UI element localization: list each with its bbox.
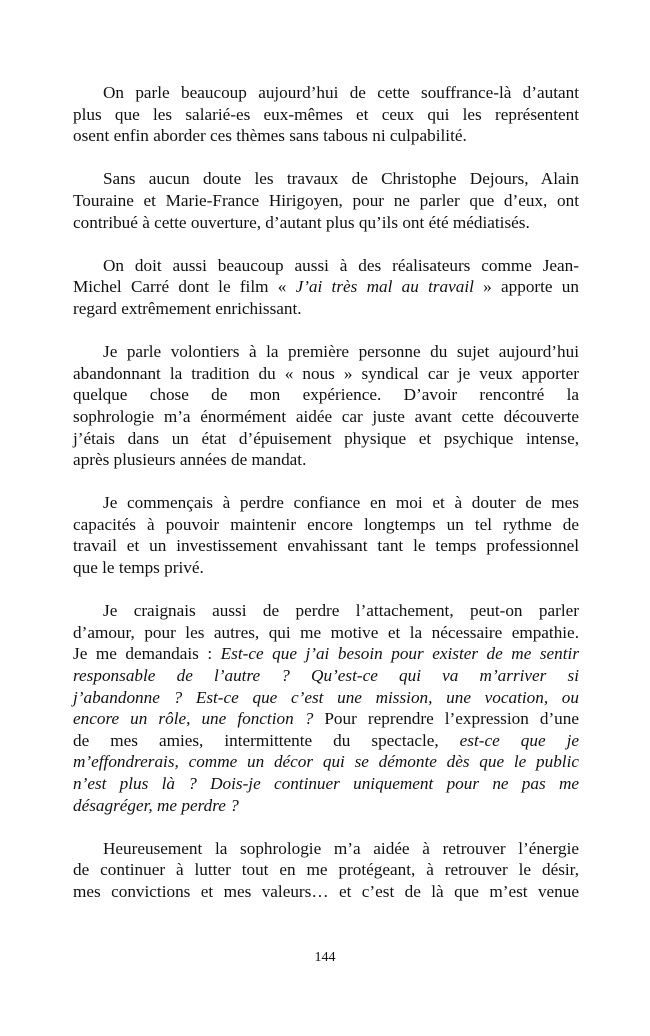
italic-text: n’est plus là ? Dois-je continuer uniquement pour ne pas me (73, 774, 579, 793)
text-line (73, 643, 579, 665)
text-line (73, 406, 579, 428)
text-line (73, 795, 579, 817)
text-line (73, 665, 579, 687)
text-span: On doit aussi beaucoup aussi à des réalisateurs comme Jean- (103, 255, 579, 275)
text-line (73, 622, 579, 644)
text-span: j’étais dans un état d’épuisement physique et psychique intense, (73, 428, 579, 448)
page-body (73, 82, 579, 924)
text-line (73, 687, 579, 709)
italic-text: J’ai très mal au travail (295, 277, 474, 297)
text-span: » apporte un (473, 277, 579, 297)
text-span: de continuer à lutter tout en me protégeant, à retrouver le désir, (73, 860, 579, 880)
paragraph (73, 255, 579, 320)
italic-text: Est-ce que j’ai besoin pour exister de me sentir (220, 644, 580, 664)
italic-text: encore un rôle, une fonction ? (73, 709, 314, 729)
text-line (73, 730, 579, 752)
text-line (73, 600, 579, 622)
italic-text: m’effondrerais, comme un décor qui se démonte dès que le public (73, 752, 579, 772)
text-line (73, 881, 579, 903)
text-line (73, 428, 579, 450)
text-span: Je commençais à perdre confiance en moi et à douter de mes (103, 493, 579, 513)
text-line (73, 449, 579, 471)
italic-text: désagréger, me perdre ? (73, 795, 239, 815)
text-span: Sans aucun doute les travaux de Christophe Dejours, Alain (103, 169, 579, 189)
paragraph (73, 492, 579, 578)
text-span: Pour reprendre l’expression d’une (313, 709, 579, 729)
text-span: plus que les salarié-es eux-mêmes et ceux qui les représentent (73, 104, 579, 124)
text-line (73, 341, 579, 363)
text-span: Je craignais aussi de perdre l’attachement, peut-on parler (103, 601, 579, 621)
text-line (73, 212, 579, 234)
text-span: que le temps privé. (73, 558, 204, 578)
italic-text: est-ce que je (459, 730, 579, 750)
italic-text: j’abandonne ? Est-ce que c’est une mission, une vocation, ou (73, 687, 579, 707)
text-line (73, 82, 579, 104)
paragraph (73, 341, 579, 471)
text-line (73, 298, 579, 320)
text-span: Touraine et Marie-France Hirigoyen, pour ne parler que d’eux, ont (73, 190, 579, 210)
paragraph (73, 82, 579, 147)
text-span: regard extrêmement enrichissant. (73, 298, 302, 318)
text-line (73, 557, 579, 579)
text-span: abandonnant la tradition du « nous » syndical car je veux apporter (73, 363, 579, 383)
text-line (73, 255, 579, 277)
text-line (73, 125, 579, 147)
text-span: Michel Carré dont le film « (73, 277, 296, 297)
text-line (73, 190, 579, 212)
text-span: osent enfin aborder ces thèmes sans tabous ni culpabilité. (73, 126, 467, 146)
text-line (73, 168, 579, 190)
text-span: travail et un investissement envahissant tant le temps professionnel (73, 536, 579, 556)
text-span: quelque chose de mon expérience. D’avoir rencontré la (73, 385, 579, 405)
text-span: On parle beaucoup aujourd’hui de cette souffrance-là d’autant (103, 83, 579, 102)
text-span: Je parle volontiers à la première personne du sujet aujourd’hui (103, 342, 579, 362)
text-span: capacités à pouvoir maintenir encore longtemps un tel rythme de (73, 514, 579, 534)
text-span: contribué à cette ouverture, d’autant plus qu’ils ont été médiatisés. (73, 212, 530, 232)
text-span: après plusieurs années de mandat. (73, 450, 307, 470)
page-number: 144 (314, 950, 336, 965)
text-span: Je me demandais : (73, 644, 221, 664)
text-span: sophrologie m’a énormément aidée car juste avant cette découverte (73, 406, 579, 426)
paragraph (73, 600, 579, 816)
italic-text: responsable de l’autre ? Qu’est-ce qui va m’arriver si (73, 666, 579, 686)
text-line (73, 276, 579, 298)
text-line (73, 838, 579, 860)
paragraph (73, 838, 579, 903)
text-line (73, 514, 579, 536)
text-span: mes convictions et mes valeurs… et c’est de là que m’est venue (73, 881, 579, 901)
text-line (73, 104, 579, 126)
text-span: de mes amies, intermittente du spectacle, (73, 730, 460, 750)
text-span: Heureusement la sophrologie m’a aidée à retrouver l’énergie (103, 838, 579, 858)
paragraph (73, 168, 579, 233)
text-line (73, 708, 579, 730)
text-line (73, 492, 579, 514)
text-line (73, 773, 579, 795)
text-line (73, 363, 579, 385)
text-line (73, 751, 579, 773)
text-line (73, 859, 579, 881)
text-line (73, 384, 579, 406)
text-line (73, 535, 579, 557)
text-span: d’amour, pour les autres, qui me motive et la nécessaire empathie. (73, 622, 579, 642)
